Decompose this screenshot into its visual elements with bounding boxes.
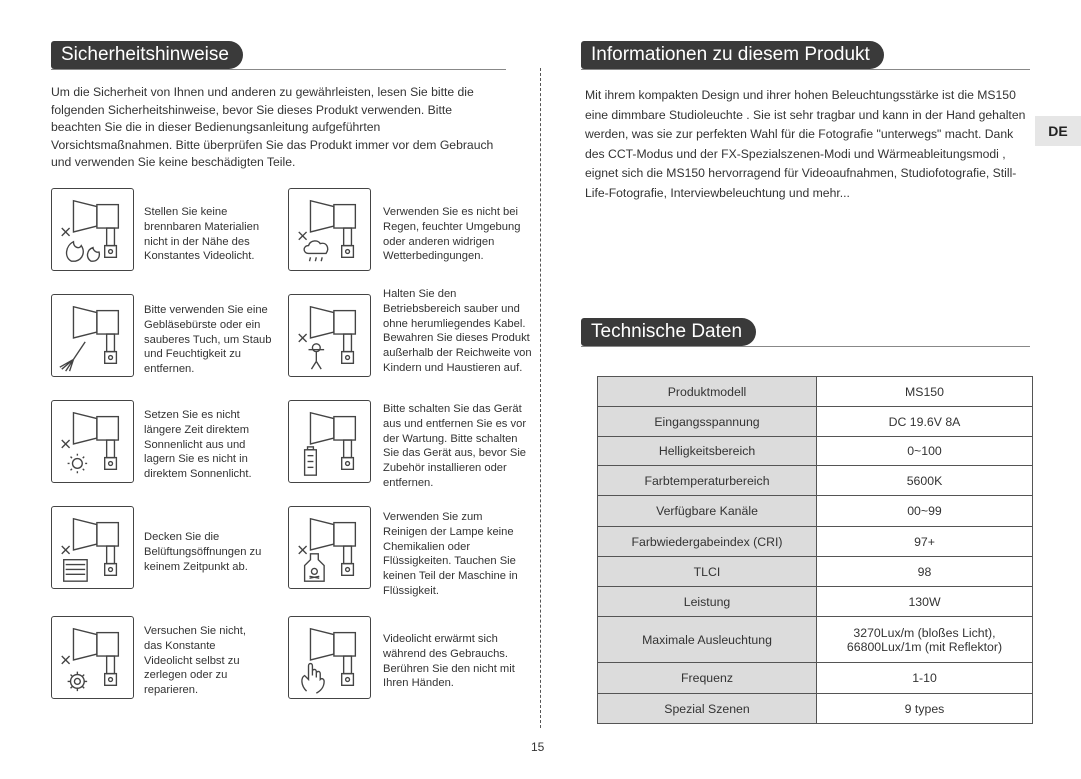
- spec-value: 0~100: [817, 437, 1033, 466]
- spec-value-line: 66800Lux/1m (mit Reflektor): [846, 639, 1003, 654]
- spec-value: 97+: [817, 527, 1033, 557]
- spec-key: Farbtemperaturbereich: [598, 466, 817, 496]
- safety-item-text: Halten Sie den Betriebsbereich sauber und ohne herumliegendes Kabel. Bewahren Sie dieses Produkt außerhalb der Reichweite von Kindern und Haustieren auf.: [383, 288, 532, 374]
- spec-value: [817, 617, 1033, 663]
- battery-icon: [288, 400, 371, 483]
- product-title: Informationen zu diesem Produkt: [581, 41, 884, 69]
- page-number: 15: [531, 740, 545, 754]
- safety-item-text: Versuchen Sie nicht, das Konstante Videolicht selbst zu zerlegen oder zu reparieren.: [144, 625, 246, 697]
- spec-key: Helligkeitsbereich: [598, 437, 817, 466]
- spec-value: 00~99: [817, 496, 1033, 527]
- table-row: [598, 466, 1033, 496]
- spec-value: MS150: [817, 377, 1033, 407]
- spec-value: 130W: [817, 587, 1033, 617]
- child-icon: [288, 294, 371, 377]
- spec-key: Verfügbare Kanäle: [598, 496, 817, 527]
- product-description: Mit ihrem kompakten Design und ihrer hohen Beleuchtungsstärke ist die MS150 eine dimmbare Studioleuchte . Sie ist sehr tragbar und kann in der Hand gehalten werden, was sie zur perfekten Wahl für die Fotografie "unterwegs" macht. Dank des CCT-Modus und der FX-Spezialszenen-Modi und Wärmeableitungsmodi , eignet sich die MS150 hervorragend für Videoaufnahmen, Studiofotografie, Still-Life-Fotografie, Interviewbeleuchtung und mehr...: [585, 88, 1026, 200]
- table-row: [598, 694, 1033, 724]
- safety-header: [51, 41, 506, 70]
- specs-header: [581, 318, 1030, 347]
- table-row: [598, 587, 1033, 617]
- spec-value: 1-10: [817, 663, 1033, 694]
- table-row: [598, 617, 1033, 663]
- product-header: [581, 41, 1030, 70]
- spec-value: 98: [817, 557, 1033, 587]
- chemical-bottle-icon: [288, 506, 371, 589]
- vent-icon: [51, 506, 134, 589]
- gear-icon: [51, 616, 134, 699]
- safety-item-text: Setzen Sie es nicht längere Zeit direktem Sonnenlicht aus und lagern Sie es nicht in direktem Sonnenlicht.: [144, 409, 252, 481]
- spec-key: Produktmodell: [598, 377, 817, 407]
- safety-item-text: Bitte verwenden Sie eine Gebläsebürste oder ein sauberes Tuch, um Staub und Feuchtigkeit zu entfernen.: [144, 304, 272, 376]
- table-row: [598, 437, 1033, 466]
- safety-item-text: Videolicht erwärmt sich während des Gebrauchs. Berühren Sie den nicht mit Ihren Händen.: [383, 633, 515, 690]
- hand-icon: [288, 616, 371, 699]
- safety-item-text: Verwenden Sie zum Reinigen der Lampe keine Chemikalien oder Flüssigkeiten. Tauchen Sie keinen Teil der Maschine in Flüssigkeit.: [383, 511, 518, 597]
- spec-value: 9 types: [817, 694, 1033, 724]
- table-row: [598, 557, 1033, 587]
- table-row: [598, 663, 1033, 694]
- language-tab[interactable]: DE: [1035, 116, 1081, 146]
- spec-key: Frequenz: [598, 663, 817, 694]
- brush-icon: [51, 294, 134, 377]
- flame-icon: [51, 188, 134, 271]
- safety-item-text: Bitte schalten Sie das Gerät aus und entfernen Sie es vor der Wartung. Bitte schalten Sie das Gerät aus, bevor Sie Zubehör installieren oder entfernen.: [383, 403, 527, 489]
- safety-item-text: Decken Sie die Belüftungsöffnungen zu keinem Zeitpunkt ab.: [144, 531, 262, 573]
- spec-key: Leistung: [598, 587, 817, 617]
- spec-value: DC 19.6V 8A: [817, 407, 1033, 437]
- spec-key: Farbwiedergabeindex (CRI): [598, 527, 817, 557]
- safety-item-text: Stellen Sie keine brennbaren Materialien nicht in der Nähe des Konstantes Videolicht.: [144, 206, 260, 263]
- table-row: [598, 407, 1033, 437]
- safety-item-text: Verwenden Sie es nicht bei Regen, feuchter Umgebung oder anderen widrigen Wetterbedingungen.: [383, 206, 521, 263]
- spec-value-line: 3270Lux/m (bloßes Licht),: [853, 625, 996, 640]
- rain-cloud-icon: [288, 188, 371, 271]
- spec-key: TLCI: [598, 557, 817, 587]
- spec-key: Maximale Ausleuchtung: [598, 617, 817, 663]
- spec-value: 5600K: [817, 466, 1033, 496]
- table-row: [598, 377, 1033, 407]
- table-row: [598, 496, 1033, 527]
- table-row: [598, 527, 1033, 557]
- center-divider: [540, 68, 541, 728]
- spec-key: Spezial Szenen: [598, 694, 817, 724]
- sun-icon: [51, 400, 134, 483]
- specs-title: Technische Daten: [581, 318, 756, 346]
- specs-table: [597, 376, 1033, 724]
- safety-title: Sicherheitshinweise: [51, 41, 243, 69]
- safety-intro: Um die Sicherheit von Ihnen und anderen zu gewährleisten, lesen Sie bitte die folgenden Sicherheitshinweise, bevor Sie dieses Produkt verwenden. Bitte beachten Sie die in dieser Bedienungsanleitung aufgeführten Vorsichtsmaßnahmen. Bitte überprüfen Sie das Produkt immer vor dem Gebrauch und verwenden Sie keine beschädigten Teile.: [51, 85, 494, 169]
- spec-key: Eingangsspannung: [598, 407, 817, 437]
